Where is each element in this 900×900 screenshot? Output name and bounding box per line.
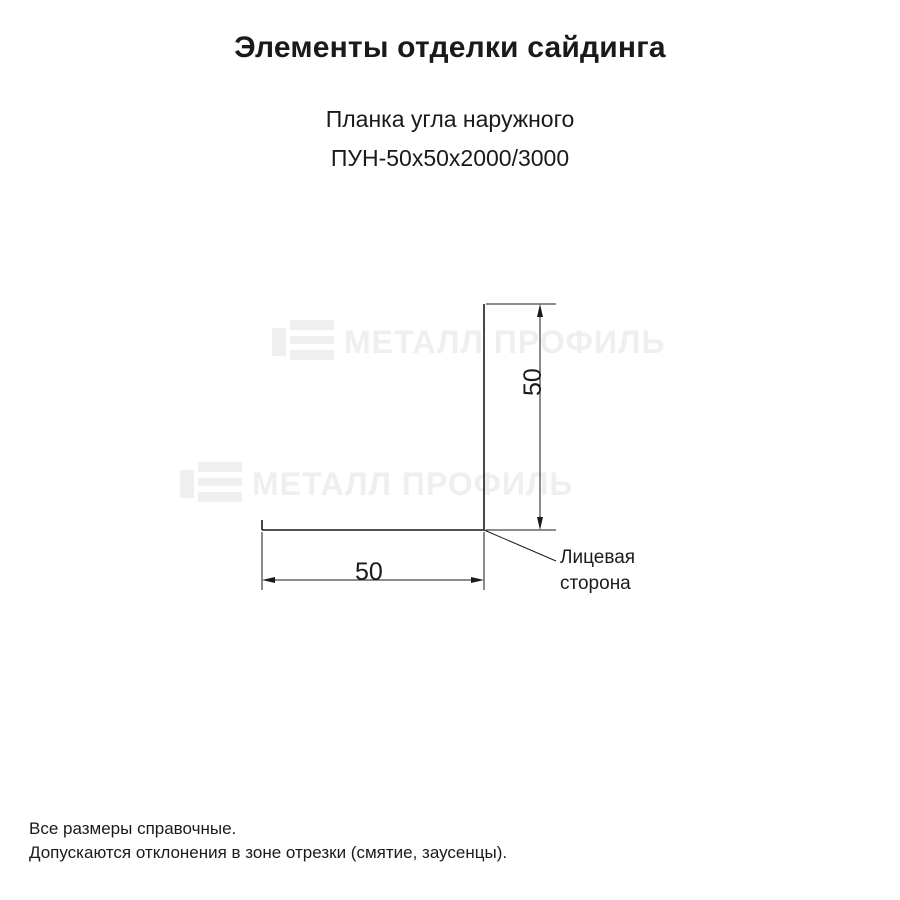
page-title: Элементы отделки сайдинга bbox=[234, 31, 666, 64]
footer-note-1: Все размеры справочные. bbox=[29, 818, 237, 838]
dimension-label-height: 50 bbox=[519, 368, 547, 396]
watermark-text: МЕТАЛЛ ПРОФИЛЬ bbox=[252, 465, 574, 502]
arrow-up bbox=[537, 304, 543, 317]
technical-drawing bbox=[0, 230, 900, 670]
face-side-label-line2: сторона bbox=[560, 572, 631, 594]
face-side-label-line1: Лицевая bbox=[560, 547, 636, 568]
watermark-text: МЕТАЛЛ ПРОФИЛЬ bbox=[344, 323, 666, 360]
product-code: ПУН-50х50х2000/3000 bbox=[330, 144, 570, 171]
product-name: Планка угла наружного bbox=[325, 106, 575, 132]
face-side-label bbox=[560, 545, 635, 596]
footer-notes bbox=[29, 817, 507, 866]
arrow-right bbox=[471, 577, 484, 583]
title-block bbox=[0, 30, 900, 173]
dimension-label-width: 50 bbox=[355, 558, 383, 586]
footer-note-2: Допускаются отклонения в зоне отрезки (смятие, заусенцы). bbox=[29, 843, 508, 863]
leader-line-face-side bbox=[484, 530, 556, 561]
arrow-left bbox=[262, 577, 275, 583]
arrow-down bbox=[537, 517, 543, 530]
